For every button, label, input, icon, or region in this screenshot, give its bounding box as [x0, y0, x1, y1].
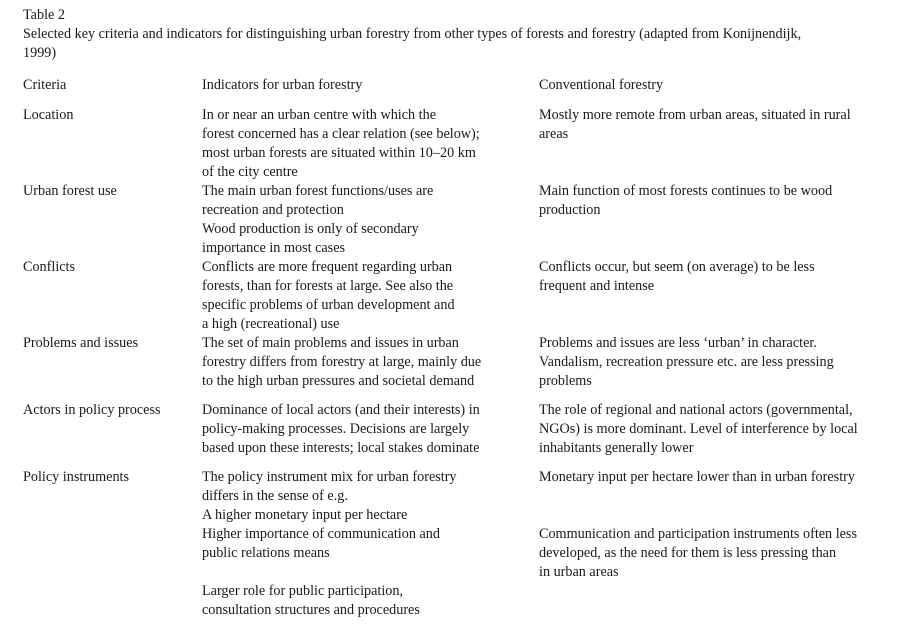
row-urban-actors-in-policy-process: Dominance of local actors (and their interests) in policy-making processes. Decisions are largely based upon these interests; local stakes dominate [202, 402, 480, 456]
row-conventional-policy-instruments: Monetary input per hectare lower than in urban forestry Communication and participation instruments often less developed, as the need for them is less pressing than in urban areas [539, 469, 857, 580]
caption-line: Selected key criteria and indicators for distinguishing urban forestry from other types of forests and forestry (adapted from Konijnendijk, [23, 26, 802, 42]
header-conventional-forestry: Conventional forestry [539, 77, 664, 93]
table-label: Table 2 [23, 7, 65, 23]
row-criteria-actors-in-policy-process: Actors in policy process [23, 402, 161, 418]
row-urban-urban-forest-use: The main urban forest functions/uses are recreation and protection Wood production is only of secondary importance in most cases [202, 183, 434, 256]
caption-line: 1999) [23, 45, 57, 61]
header-urban-forestry: Indicators for urban forestry [202, 77, 363, 93]
row-conventional-urban-forest-use: Main function of most forests continues to be wood production [539, 183, 833, 218]
row-conventional-conflicts: Conflicts occur, but seem (on average) to be less frequent and intense [539, 259, 815, 294]
header-criteria: Criteria [23, 77, 67, 93]
row-urban-location: In or near an urban centre with which the forest concerned has a clear relation (see below); most urban forests are situated within 10–20 km of the city centre [202, 107, 480, 180]
row-criteria-policy-instruments: Policy instruments [23, 469, 130, 485]
row-urban-policy-instruments: The policy instrument mix for urban forestry differs in the sense of e.g. A higher monetary input per hectare Higher importance of communication and public relations means Larger role for public participation, consultation structures and procedures [202, 469, 457, 618]
table-caption [23, 6, 903, 63]
row-criteria-conflicts: Conflicts [23, 259, 76, 275]
row-criteria-urban-forest-use: Urban forest use [23, 183, 117, 199]
row-urban-problems-and-issues: The set of main problems and issues in urban forestry differs from forestry at large, mainly due to the high urban pressures and societal demand [202, 335, 482, 389]
row-conventional-location: Mostly more remote from urban areas, situated in rural areas [539, 107, 851, 142]
row-conventional-actors-in-policy-process: The role of regional and national actors (governmental, NGOs) is more dominant. Level of interference by local inhabitants generally lower [539, 402, 858, 456]
row-conventional-problems-and-issues: Problems and issues are less ‘urban’ in character. Vandalism, recreation pressure etc. are less pressing problems [539, 335, 834, 389]
row-criteria-problems-and-issues: Problems and issues [23, 335, 139, 351]
row-criteria-location: Location [23, 107, 74, 123]
row-urban-conflicts: Conflicts are more frequent regarding urban forests, than for forests at large. See also the specific problems of urban development and a high (recreational) use [202, 259, 455, 332]
